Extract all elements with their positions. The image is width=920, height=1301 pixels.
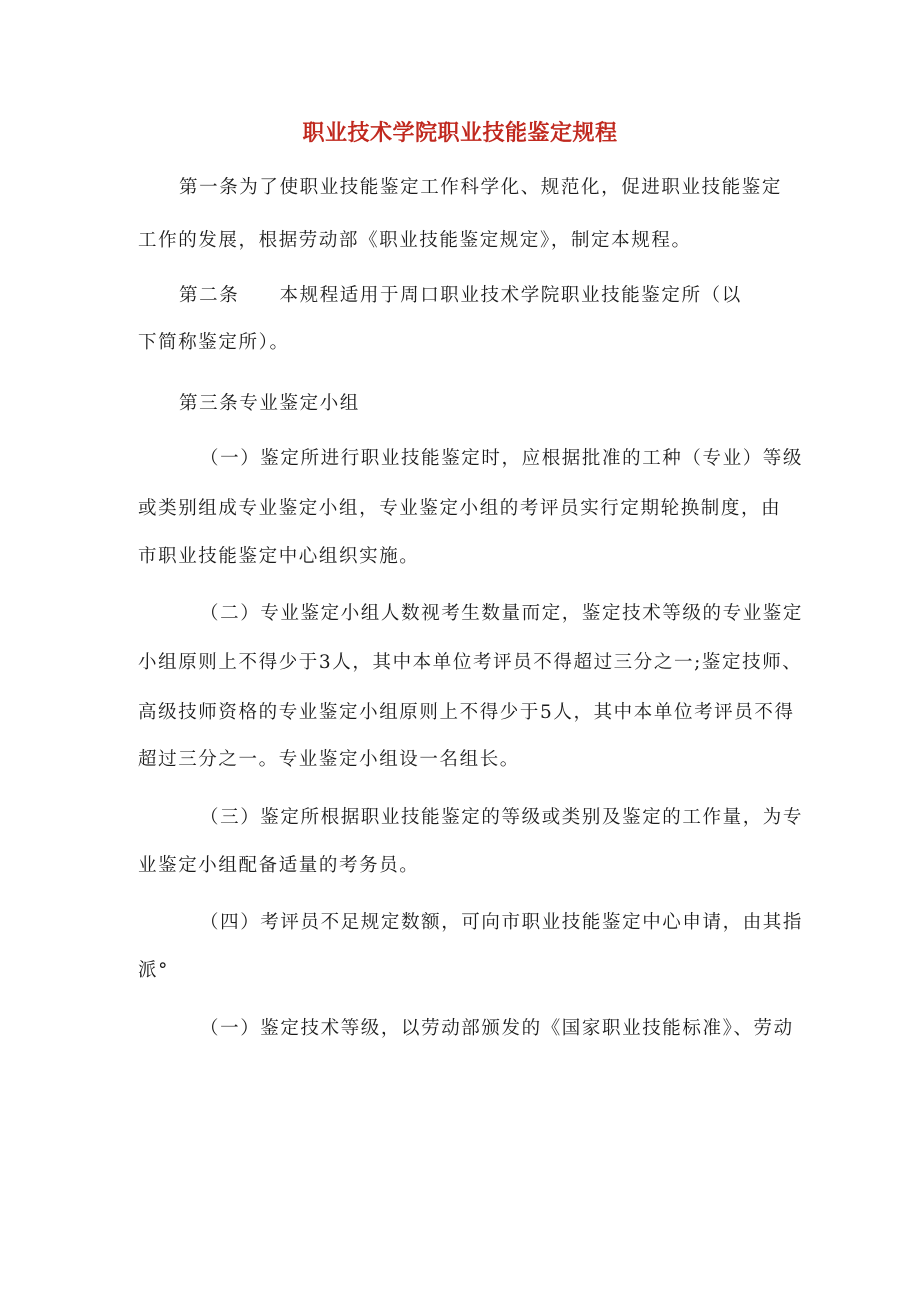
clause-3-line-2: 业鉴定小组配备适量的考务员。 bbox=[138, 855, 420, 876]
clause-1-line-2: 或类别组成专业鉴定小组，专业鉴定小组的考评员实行定期轮换制度，由 bbox=[138, 498, 782, 519]
article-1-line-2: 工作的发展，根据劳动部《职业技能鉴定规定》，制定本规程。 bbox=[138, 230, 692, 251]
next-clause-line-1: （一）鉴定技术等级，以劳动部颁发的《国家职业技能标准》、劳动 bbox=[200, 1018, 794, 1039]
clause-1-line-3: 市职业技能鉴定中心组织实施。 bbox=[138, 546, 420, 567]
article-3-heading: 第三条专业鉴定小组 bbox=[179, 393, 360, 414]
article-2-line-2: 下简称鉴定所）。 bbox=[138, 332, 290, 353]
clause-2-line-3: 高级技师资格的专业鉴定小组原则上不得少于5人，其中本单位考评员不得 bbox=[138, 702, 795, 723]
clause-2-line-1: （二）专业鉴定小组人数视考生数量而定，鉴定技术等级的专业鉴定 bbox=[200, 603, 804, 624]
document-title: 职业技术学院职业技能鉴定规程 bbox=[302, 121, 618, 146]
clause-4-line-2: 派° bbox=[138, 960, 169, 981]
clause-3-line-1: （三）鉴定所根据职业技能鉴定的等级或类别及鉴定的工作量，为专 bbox=[200, 807, 804, 828]
clause-4-line-1: （四）考评员不足规定数额，可向市职业技能鉴定中心申请，由其指 bbox=[200, 912, 804, 933]
clause-2-line-2: 小组原则上不得少于3人，其中本单位考评员不得超过三分之一;鉴定技师、 bbox=[138, 652, 803, 673]
article-2-line-1: 第二条 本规程适用于周口职业技术学院职业技能鉴定所（以 bbox=[179, 285, 742, 306]
clause-1-line-1: （一）鉴定所进行职业技能鉴定时，应根据批准的工种（专业）等级 bbox=[200, 448, 804, 469]
clause-2-line-4: 超过三分之一。专业鉴定小组设一名组长。 bbox=[138, 749, 520, 770]
article-1-line-1: 第一条为了使职业技能鉴定工作科学化、规范化，促进职业技能鉴定 bbox=[179, 177, 783, 198]
